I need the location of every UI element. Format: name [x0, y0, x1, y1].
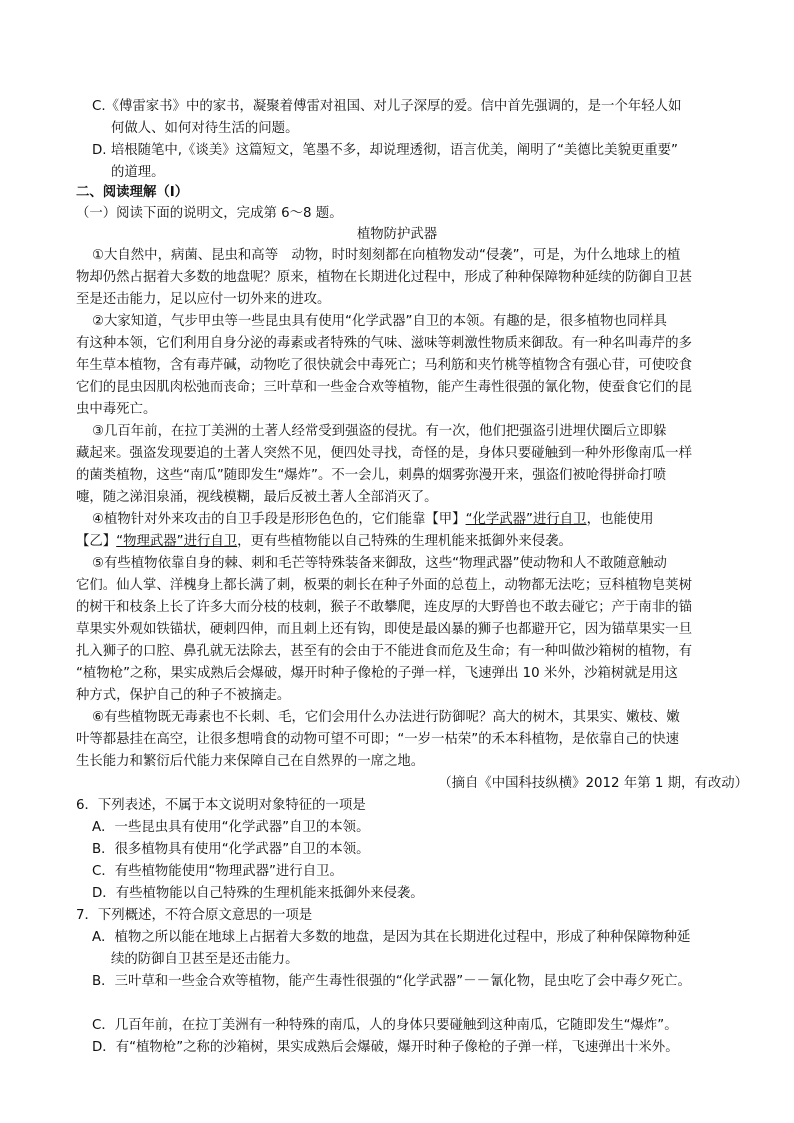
paragraph-3-line: 嚏，随之涕泪泉涌，视线模糊，最后反被土著人全部消灭了。 [76, 490, 438, 505]
question-7-stem: 7．下列概述，不符合原文意思的一项是 [76, 908, 313, 923]
section-title: 二、阅读理解（I） [76, 185, 189, 200]
p4-text-end: ，也能使用 [586, 512, 654, 527]
p4-text-start: ④植物针对外来攻击的自卫手段是形形色色的，它们能靠【甲】 [92, 512, 466, 527]
question-7-option-c: C．几百年前，在拉丁美洲有一种特殊的南瓜，人的身体只要碰触到这种南瓜，它随即发生“爆炸”。 [92, 1018, 678, 1033]
paragraph-5-line: 扎入狮子的口腔、鼻孔就无法除去，甚至有的会由于不能进食而危及生命；有一种叫做沙箱树的植物，有 [76, 644, 692, 659]
underlined-phrase-jia: “化学武器”进行自卫 [465, 512, 587, 527]
paragraph-6-line: 生长能力和繁衍后代能力来保障自己在自然界的一席之地。 [76, 754, 425, 769]
paragraph-5-line: 的树干和枝条上长了许多大而分枝的枝刺，猴子不敢攀爬，连皮厚的大野兽也不敢去碰它；产于南非的锚 [76, 600, 692, 615]
subsection-intro: （一）阅读下面的说明文，完成第 6～8 题。 [76, 206, 343, 221]
underlined-phrase-yi: “物理武器”进行自卫 [116, 534, 238, 549]
question-7-option-b: B．三叶草和一些金合欢等植物，能产生毒性很强的“化学武器”－－氰化物，昆虫吃了会中毒夕死亡。 [92, 974, 691, 989]
paragraph-3-line: ③几百年前，在拉丁美洲的土著人经常受到强盗的侵扰。有一次，他们把强盗引进埋伏圈后立即躲 [92, 424, 667, 439]
option-c-line1: C.《傅雷家书》中的家书，凝聚着傅雷对祖国、对儿子深厚的爱。信中首先强调的，是一个年轻人如 [92, 99, 682, 114]
question-7-option-a-line1: A．植物之所以能在地球上占据着大多数的地盘，是因为其在长期进化过程中，形成了种种保障物种延 [92, 930, 691, 945]
paragraph-1-line: ①大自然中，病菌、昆虫和高等 动物，时时刻刻都在向植物发动“侵袭”，可是，为什么地球上的植 [92, 248, 681, 263]
paragraph-2-line: ②大家知道，气步甲虫等一些昆虫具有使用“化学武器”自卫的本领。有趣的是，很多植物也同样具 [92, 314, 667, 329]
question-6-option-b: B．很多植物具有使用“化学武器”自卫的本领。 [92, 842, 370, 857]
option-d-line1: D. 培根随笔中,《谈美》这篇短文，笔墨不多，却说理透彻，语言优美，阐明了“美德比美貌更重要” [92, 143, 678, 158]
question-6-option-d: D．有些植物能以自己特殊的生理机能来抵御外来侵袭。 [92, 886, 424, 901]
paragraph-5-line: 种方式，保护自己的种子不被摘走。 [76, 688, 291, 703]
paragraph-3-line: 的菌类植物，这些“南瓜”随即发生“爆炸”。不一会儿，刺鼻的烟雾弥漫开来，强盗们被呛得拼命打喷 [76, 468, 667, 483]
paragraph-5-line: ⑤有些植物依靠自身的棘、刺和毛芒等特殊装备来御敌，这些“物理武器”使动物和人不敢随意触动 [92, 556, 667, 571]
question-7-option-d: D．有“植物枪”之称的沙箱树，果实成熟后会爆破，爆开时种子像枪的子弹一样，飞速弹出十米外。 [92, 1040, 679, 1055]
p4-label-yi: 【乙】 [76, 534, 117, 549]
article-title: 植物防护武器 [356, 227, 438, 242]
paragraph-3-line: 藏起来。强盗发现要追的土著人突然不见，便四处寻找，奇怪的是，身体只要碰触到一种外形像南瓜一样 [76, 446, 692, 461]
paragraph-2-line: 有这种本领，它们利用自身分泌的毒素或者特殊的气味、滋味等刺激性物质来御敌。有一种名叫毒芹的多 [76, 336, 692, 351]
paragraph-2-line: 年生草本植物，含有毒芹碱，动物吃了很快就会中毒死亡；马利筋和夹竹桃等植物含有强心苷，可使咬食 [76, 358, 692, 373]
paragraph-1-line: 物却仍然占据着大多数的地盘呢？原来，植物在长期进化过程中，形成了种种保障物种延续的防御自卫甚 [76, 270, 692, 285]
paragraph-6-line: 叶等都悬挂在高空，让很多想啃食的动物可望不可即；“一岁一枯荣”的禾本科植物，是依靠自己的快速 [76, 732, 680, 747]
option-c-line2: 何做人、如何对待生活的问题。 [111, 121, 299, 136]
paragraph-4-line2 [76, 532, 572, 552]
paragraph-5-line: 草果实外观如铁锚状，硬刺四伸，而且刺上还有钩，即使是最凶暴的狮子也都避开它，因为锚草果实一旦 [76, 622, 692, 637]
question-6-option-c: C．有些植物能使用“物理武器”进行自卫。 [92, 864, 343, 879]
option-d-line2: 的道理。 [111, 165, 165, 180]
paragraph-5-line: 它们。仙人掌、洋槐身上都长满了刺，板栗的刺长在种子外面的总苞上，动物都无法吃；豆科植物皂荚树 [76, 578, 692, 593]
article-source: （摘自《中国科技纵横》2012 年第 1 期，有改动） [438, 776, 748, 791]
paragraph-6-line: ⑥有些植物既无毒素也不长刺、毛，它们会用什么办法进行防御呢？高大的树木，其果实、嫩枝、嫩 [92, 710, 680, 725]
paragraph-5-line: “植物枪”之称，果实成熟后会爆破，爆开时种子像枪的子弹一样，飞速弹出 10 米外，沙箱树就是用这 [76, 666, 678, 681]
question-7-option-a-line2: 续的防御自卫甚至是还击能力。 [111, 952, 299, 967]
question-6-stem: 6．下列表述，不属于本文说明对象特征的一项是 [76, 798, 366, 813]
paragraph-2-line: 虫中毒死亡。 [76, 402, 157, 417]
paragraph-4-line1 [92, 510, 654, 530]
paragraph-2-line: 它们的昆虫因肌肉松弛而丧命；三叶草和一些金合欢等植物，能产生毒性很强的氰化物，使蚕食它们的昆 [76, 380, 692, 395]
question-6-option-a: A．一些昆虫具有使用“化学武器”自卫的本领。 [92, 820, 370, 835]
paragraph-1-line: 至是还击能力，足以应付一切外来的进攻。 [76, 292, 331, 307]
p4-text-end: ，更有些植物能以自己特殊的生理机能来抵御外来侵袭。 [237, 534, 572, 549]
